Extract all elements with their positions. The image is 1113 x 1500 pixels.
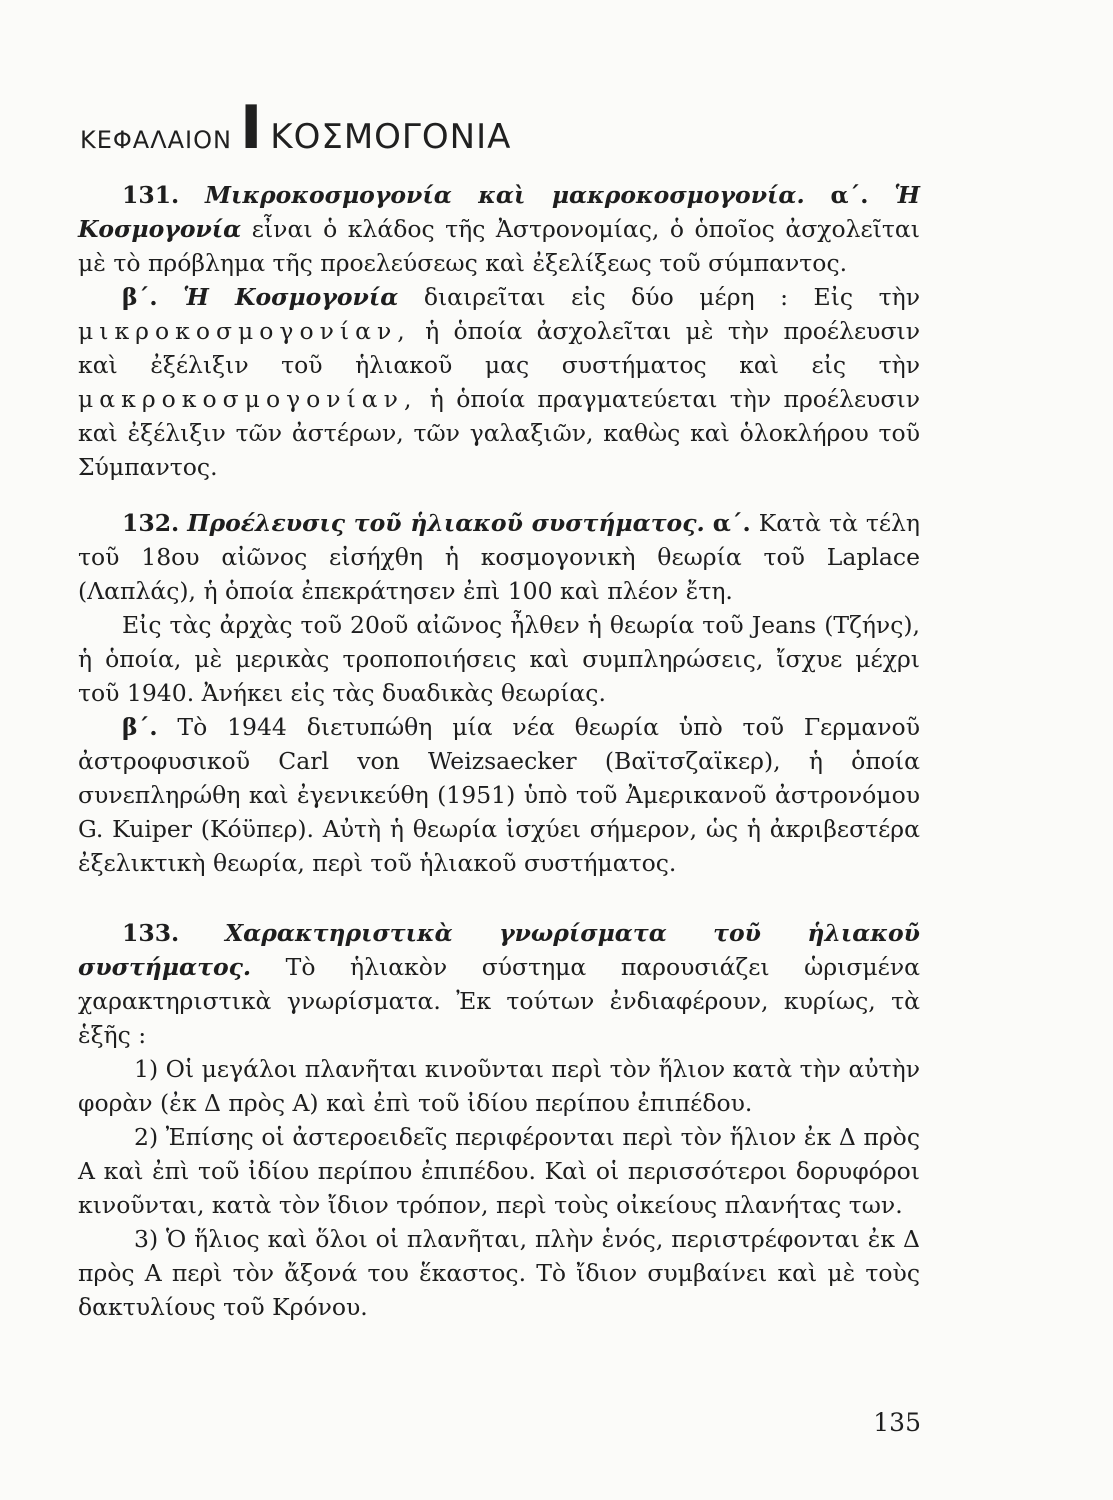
section-title: Προέλευσις τοῦ ἡλιακοῦ συστήματος.	[187, 509, 705, 537]
subsection-label: α΄.	[830, 181, 869, 209]
chapter-word: ΚΕΦΑΛΑΙΟΝ	[80, 126, 232, 154]
subsection-label: β΄.	[122, 283, 158, 311]
paragraph-text: ἡ ὁποία πραγματεύεται τὴν προέλευσιν καὶ ἐξέλιξιν τῶν ἀστέρων, τῶν γαλαξιῶν, καθὼς καὶ ὁλοκλήρου τοῦ Σύμπαντος.	[78, 385, 920, 481]
section-132-para-a	[78, 506, 920, 608]
list-item: 3) Ὁ ἥλιος καὶ ὅλοι οἱ πλανῆται, πλὴν ἑνός, περιστρέφονται ἐκ Δ πρὸς Α περὶ τὸν ἄξονά του ἕκαστος. Τὸ ἴδιον συμβαίνει καὶ μὲ τοὺς δακτυλίους τοῦ Κρόνου.	[78, 1225, 920, 1321]
section-131-para-b	[78, 280, 920, 484]
section-132-para-b	[78, 710, 920, 880]
paragraph-text: Τὸ ἡλιακὸν σύστημα παρουσιάζει ὡρισμένα χαρακτηριστικὰ γνωρίσματα. Ἐκ τούτων ἐνδιαφέρουν, κυρίως, τὰ ἑξῆς :	[78, 953, 920, 1049]
spaced-term: μικροκοσμογονίαν,	[78, 317, 411, 345]
section-title: Χαρακτηριστικὰ γνωρίσματα τοῦ ἡλιακοῦ συστήματος.	[78, 919, 920, 981]
list-item: 1) Οἱ μεγάλοι πλανῆται κινοῦνται περὶ τὸν ἥλιον κατὰ τὴν αὐτὴν φορὰν (ἐκ Δ πρὸς Α) καὶ ἐπὶ τοῦ ἰδίου περίπου ἐπιπέδου.	[78, 1055, 920, 1117]
paragraph-text: ἡ ὁποία ἀσχολεῖται μὲ τὴν προέλευσιν καὶ ἐξέλιξιν τοῦ ἡλιακοῦ μας συστήματος καὶ εἰς τὴν	[78, 317, 920, 379]
subsection-label: β΄.	[122, 713, 158, 741]
section-number: 131.	[122, 181, 180, 209]
section-title: Μικροκοσμογονία καὶ μακροκοσμογονία.	[205, 181, 805, 209]
section-131-para-a	[78, 178, 920, 280]
paragraph-text: διαιρεῖται εἰς δύο μέρη : Εἰς τὴν	[423, 283, 920, 311]
list-item: 2) Ἐπίσης οἱ ἀστεροειδεῖς περιφέρονται περὶ τὸν ἥλιον ἐκ Δ πρὸς Α καὶ ἐπὶ τοῦ ἰδίου περίπου ἐπιπέδου. Καὶ οἱ περισσότεροι δορυφόροι κινοῦνται, κατὰ τὸν ἴδιον τρόπον, περὶ τοὺς οἰκείους πλανήτας των.	[78, 1123, 920, 1219]
section-132-para-2: Εἰς τὰς ἀρχὰς τοῦ 20οῦ αἰῶνος ἦλθεν ἡ θεωρία τοῦ Jeans (Τζήνς), ἡ ὁποία, μὲ μερικὰς τροποποιήσεις καὶ συμπληρώσεις, ἴσχυε μέχρι τοῦ 1940. Ἀνήκει εἰς τὰς δυαδικὰς θεωρίας.	[78, 611, 920, 707]
page-number: 135	[873, 1408, 921, 1437]
chapter-title: ΚΟΣΜΟΓΟΝΙΑ	[270, 117, 512, 157]
chapter-number: I	[239, 93, 263, 163]
body-text	[78, 178, 920, 1324]
subsection-label: α΄.	[712, 509, 751, 537]
section-number: 133.	[122, 919, 180, 947]
chapter-header	[80, 93, 512, 163]
term: Ἡ Κοσμογονία	[78, 181, 920, 243]
paragraph-text: Τὸ 1944 διετυπώθη μία νέα θεωρία ὑπὸ τοῦ Γερμανοῦ ἀστροφυσικοῦ Carl von Weizsaecker (Βαϊτσζαϊκερ), ἡ ὁποία συνεπληρώθη καὶ ἐγενικεύθη (1951) ὑπὸ τοῦ Ἀμερικανοῦ ἀστρονόμου G. Kuiper (Κόϋπερ). Αὐτὴ ἡ θεωρία ἰσχύει σήμερον, ὡς ἡ ἀκριβεστέρα ἐξελικτικὴ θεωρία, περὶ τοῦ ἡλιακοῦ συστήματος.	[78, 713, 920, 877]
paragraph-text: Κατὰ τὰ τέλη τοῦ 18ου αἰῶνος εἰσήχθη ἡ κοσμογονικὴ θεωρία τοῦ Laplace (Λαπλάς), ἡ ὁποία ἐπεκράτησεν ἐπὶ 100 καὶ πλέον ἔτη.	[78, 509, 920, 605]
section-133-intro	[78, 916, 920, 1052]
paragraph-text: εἶναι ὁ κλάδος τῆς Ἀστρονομίας, ὁ ὁποῖος ἀσχολεῖται μὲ τὸ πρόβλημα τῆς προελεύσεως καὶ ἐξελίξεως τοῦ σύμπαντος.	[78, 215, 920, 277]
term: Ἡ Κοσμογονία	[183, 283, 399, 311]
spaced-term: μακροκοσμογονίαν,	[78, 385, 418, 413]
section-number: 132.	[122, 509, 180, 537]
